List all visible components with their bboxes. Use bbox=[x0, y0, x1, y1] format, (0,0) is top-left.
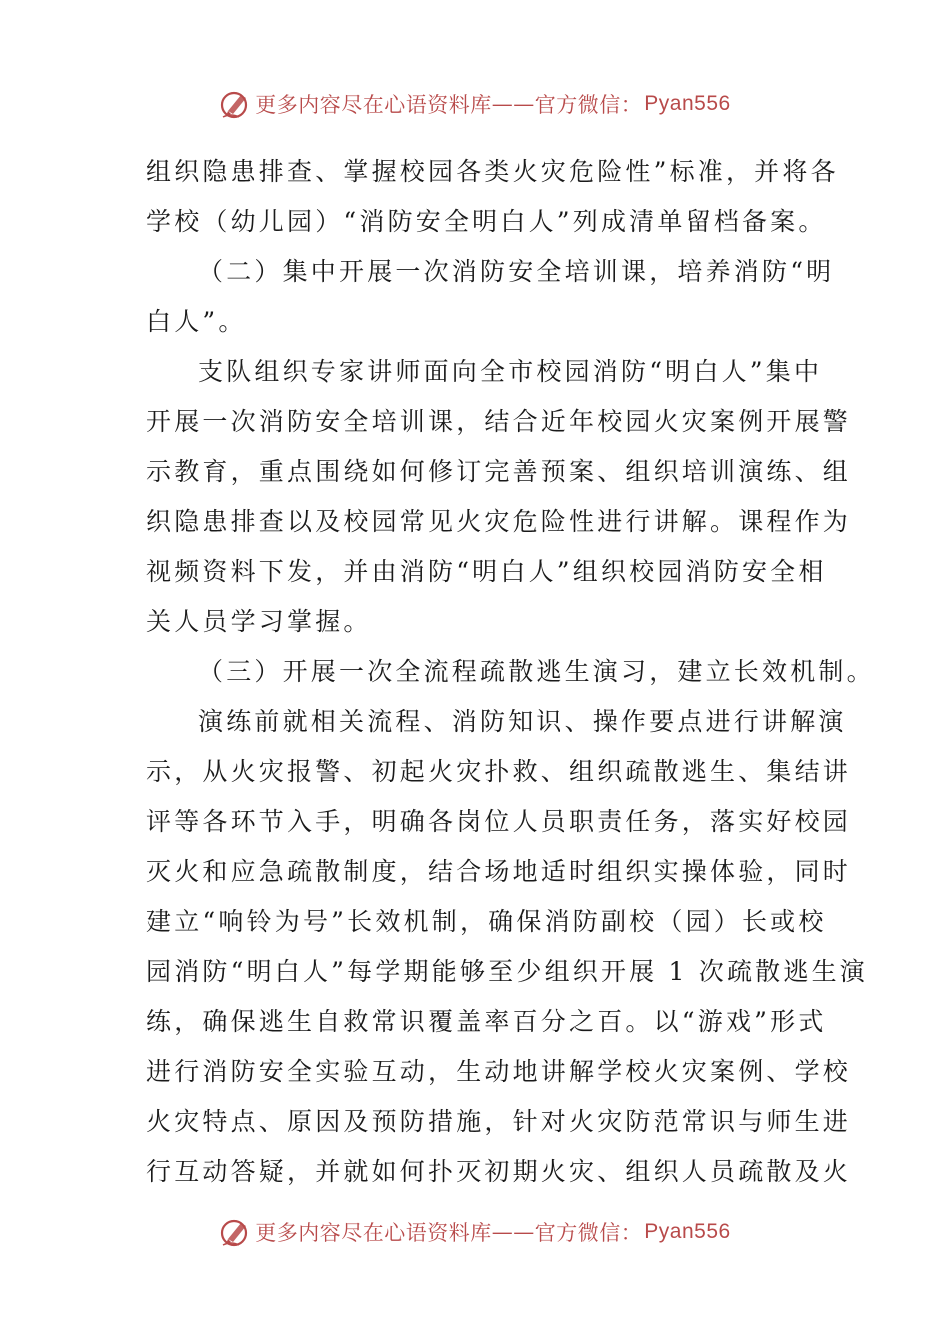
header-ad-banner bbox=[0, 84, 950, 124]
ad-text: 更多内容尽在心语资料库 bbox=[255, 1221, 492, 1245]
body-line: 练，确保逃生自救常识覆盖率百分之百。以“游戏”形式 bbox=[146, 1007, 827, 1036]
body-line: 演练前就相关流程、消防知识、操作要点进行讲解演 bbox=[198, 707, 847, 736]
pen-nib-icon bbox=[219, 87, 253, 121]
body-line: 视频资料下发，并由消防“明白人”组织校园消防安全相 bbox=[146, 557, 827, 586]
body-line: 示教育，重点围绕如何修订完善预案、组织培训演练、组 bbox=[146, 457, 852, 486]
footer-ad-banner bbox=[0, 1212, 950, 1252]
body-line: 支队组织专家讲师面向全市校园消防“明白人”集中 bbox=[198, 357, 823, 386]
body-line: 开展一次消防安全培训课，结合近年校园火灾案例开展警 bbox=[146, 407, 852, 436]
body-line: 评等各环节入手，明确各岗位人员职责任务，落实好校园 bbox=[146, 807, 852, 836]
section-heading: （三）开展一次全流程疏散逃生演习，建立长效机制。 bbox=[198, 657, 875, 686]
wechat-label: 官方微信： bbox=[534, 1221, 643, 1245]
body-line: 进行消防安全实验互动，生动地讲解学校火灾案例、学校 bbox=[146, 1057, 852, 1086]
wechat-id: Pyan556 bbox=[644, 1220, 731, 1243]
pen-nib-icon bbox=[219, 1215, 253, 1249]
section-heading-cont: 白人”。 bbox=[146, 307, 247, 336]
ad-text: 更多内容尽在心语资料库 bbox=[255, 93, 492, 117]
body-line: 园消防“明白人”每学期能够至少组织开展 1 次疏散逃生演 bbox=[146, 957, 868, 986]
body-line: 学校（幼儿园）“消防安全明白人”列成清单留档备案。 bbox=[146, 207, 827, 236]
body-line: 火灾特点、原因及预防措施，针对火灾防范常识与师生进 bbox=[146, 1107, 852, 1136]
body-line: 关人员学习掌握。 bbox=[146, 607, 372, 636]
wechat-id: Pyan556 bbox=[644, 92, 731, 115]
separator: —— bbox=[491, 1220, 535, 1244]
section-heading: （二）集中开展一次消防安全培训课，培养消防“明 bbox=[198, 257, 835, 286]
body-line: 灭火和应急疏散制度，结合场地适时组织实操体验，同时 bbox=[146, 857, 852, 886]
wechat-label: 官方微信： bbox=[534, 93, 643, 117]
body-line: 行互动答疑，并就如何扑灭初期火灾、组织人员疏散及火 bbox=[146, 1157, 852, 1186]
separator: —— bbox=[491, 92, 535, 116]
body-line: 建立“响铃为号”长效机制，确保消防副校（园）长或校 bbox=[146, 907, 827, 936]
body-line: 示，从火灾报警、初起火灾扑救、组织疏散逃生、集结讲 bbox=[146, 757, 852, 786]
body-line: 织隐患排查以及校园常见火灾危险性进行讲解。课程作为 bbox=[146, 507, 852, 536]
body-line: 组织隐患排查、掌握校园各类火灾危险性”标准，并将各 bbox=[146, 157, 839, 186]
document-body bbox=[146, 147, 875, 1197]
